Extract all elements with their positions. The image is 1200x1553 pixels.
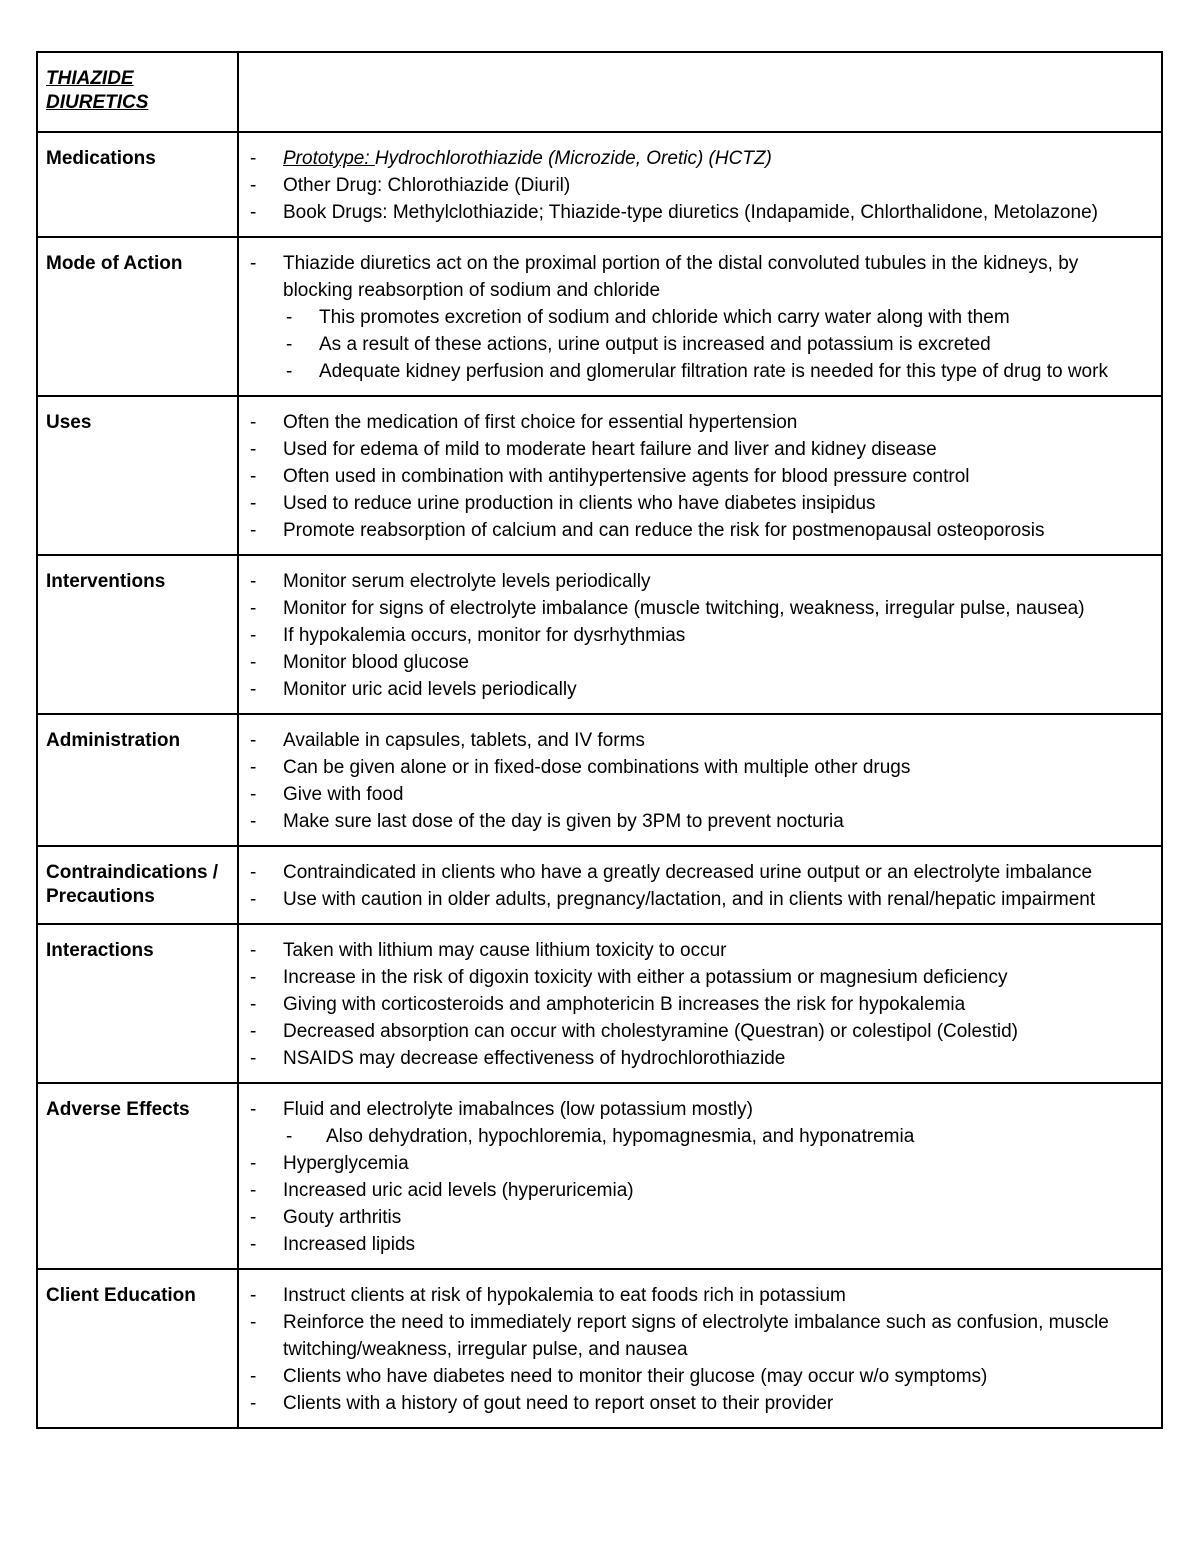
list-item: - Contraindicated in clients who have a greatly decreased urine output or an electrolyte imbalance <box>247 859 1153 886</box>
drug-summary-table <box>36 51 1163 1429</box>
list-item: - Often used in combination with antihypertensive agents for blood pressure control <box>247 463 1153 490</box>
list-item: - Book Drugs: Methylclothiazide; Thiazide-type diuretics (Indapamide, Chlorthalidone, Metolazone) <box>247 199 1153 226</box>
interventions-content <box>238 555 1162 714</box>
medications-content <box>238 132 1162 237</box>
title-row <box>37 52 1162 132</box>
uses-label: Uses <box>37 396 238 555</box>
list-item: - Instruct clients at risk of hypokalemia to eat foods rich in potassium <box>247 1282 1153 1309</box>
mode-of-action-label: Mode of Action <box>37 237 238 396</box>
list-item: - Clients with a history of gout need to report onset to their provider <box>247 1390 1153 1417</box>
list-item: - Often the medication of first choice for essential hypertension <box>247 409 1153 436</box>
uses-list <box>247 409 1153 544</box>
list-item <box>247 250 1153 385</box>
mode-of-action-list <box>247 250 1153 385</box>
list-item: - Give with food <box>247 781 1153 808</box>
list-item: - Clients who have diabetes need to monitor their glucose (may occur w/o symptoms) <box>247 1363 1153 1390</box>
list-item: - Gouty arthritis <box>247 1204 1153 1231</box>
contraindications-content <box>238 846 1162 924</box>
list-item: - Decreased absorption can occur with cholestyramine (Questran) or colestipol (Colestid) <box>247 1018 1153 1045</box>
prototype-value: Hydrochlorothiazide (Microzide, Oretic) (HCTZ) <box>374 148 772 169</box>
list-item: - Also dehydration, hypochloremia, hypomagnesmia, and hyponatremia <box>283 1123 1153 1150</box>
list-item <box>247 145 1153 172</box>
adverse-effects-sublist <box>283 1123 1153 1150</box>
title-cell <box>37 52 238 132</box>
interventions-row <box>37 555 1162 714</box>
list-item: - Promote reabsorption of calcium and can reduce the risk for postmenopausal osteoporosis <box>247 517 1153 544</box>
uses-row <box>37 396 1162 555</box>
mode-of-action-row <box>37 237 1162 396</box>
interventions-list <box>247 568 1153 703</box>
administration-content <box>238 714 1162 846</box>
medications-label: Medications <box>37 132 238 237</box>
contraindications-list <box>247 859 1153 913</box>
list-item: - Can be given alone or in fixed-dose combinations with multiple other drugs <box>247 754 1153 781</box>
mode-of-action-content <box>238 237 1162 396</box>
list-item: - Monitor uric acid levels periodically <box>247 676 1153 703</box>
list-item: - Use with caution in older adults, pregnancy/lactation, and in clients with renal/hepatic impairment <box>247 886 1153 913</box>
list-item: - NSAIDS may decrease effectiveness of hydrochlorothiazide <box>247 1045 1153 1072</box>
list-item: - Make sure last dose of the day is given by 3PM to prevent nocturia <box>247 808 1153 835</box>
list-item: - Monitor for signs of electrolyte imbalance (muscle twitching, weakness, irregular pulse, nausea) <box>247 595 1153 622</box>
list-item: - Reinforce the need to immediately report signs of electrolyte imbalance such as confusion, muscle twitching/weakness, irregular pulse, and nausea <box>247 1309 1153 1363</box>
contraindications-label: Contraindications / Precautions <box>37 846 238 924</box>
adverse-effects-list <box>247 1096 1153 1258</box>
title-empty-cell <box>238 52 1162 132</box>
interactions-content <box>238 924 1162 1083</box>
adverse-effects-first: Fluid and electrolyte imabalnces (low potassium mostly) <box>283 1099 753 1120</box>
list-item: - This promotes excretion of sodium and chloride which carry water along with them <box>283 304 1153 331</box>
prototype-label: Prototype: <box>283 148 375 169</box>
list-item: - Taken with lithium may cause lithium toxicity to occur <box>247 937 1153 964</box>
list-item <box>247 1096 1153 1150</box>
mode-of-action-main: Thiazide diuretics act on the proximal portion of the distal convoluted tubules in the kidneys, by blocking reabsorption of sodium and chloride <box>283 253 1079 301</box>
medications-row <box>37 132 1162 237</box>
list-item: - Increased lipids <box>247 1231 1153 1258</box>
list-item: - Monitor serum electrolyte levels periodically <box>247 568 1153 595</box>
administration-list <box>247 727 1153 835</box>
list-item: - Available in capsules, tablets, and IV forms <box>247 727 1153 754</box>
administration-label: Administration <box>37 714 238 846</box>
list-item: - Increased uric acid levels (hyperuricemia) <box>247 1177 1153 1204</box>
client-education-label: Client Education <box>37 1269 238 1428</box>
uses-content <box>238 396 1162 555</box>
client-education-content <box>238 1269 1162 1428</box>
contraindications-row <box>37 846 1162 924</box>
list-item: - Adequate kidney perfusion and glomerular filtration rate is needed for this type of drug to work <box>283 358 1153 385</box>
list-item: - Used to reduce urine production in clients who have diabetes insipidus <box>247 490 1153 517</box>
interactions-label: Interactions <box>37 924 238 1083</box>
list-item: - Used for edema of mild to moderate heart failure and liver and kidney disease <box>247 436 1153 463</box>
document-title: THIAZIDE DIURETICS <box>46 68 149 113</box>
client-education-list <box>247 1282 1153 1417</box>
list-item: - Giving with corticosteroids and amphotericin B increases the risk for hypokalemia <box>247 991 1153 1018</box>
client-education-row <box>37 1269 1162 1428</box>
interactions-row <box>37 924 1162 1083</box>
list-item: - Hyperglycemia <box>247 1150 1153 1177</box>
administration-row <box>37 714 1162 846</box>
interactions-list <box>247 937 1153 1072</box>
interventions-label: Interventions <box>37 555 238 714</box>
adverse-effects-row <box>37 1083 1162 1269</box>
adverse-effects-content <box>238 1083 1162 1269</box>
list-item: - As a result of these actions, urine output is increased and potassium is excreted <box>283 331 1153 358</box>
list-item: - Increase in the risk of digoxin toxicity with either a potassium or magnesium deficiency <box>247 964 1153 991</box>
list-item: - Monitor blood glucose <box>247 649 1153 676</box>
adverse-effects-label: Adverse Effects <box>37 1083 238 1269</box>
list-item: - If hypokalemia occurs, monitor for dysrhythmias <box>247 622 1153 649</box>
medications-list <box>247 145 1153 226</box>
list-item: - Other Drug: Chlorothiazide (Diuril) <box>247 172 1153 199</box>
mode-of-action-sublist <box>283 304 1153 385</box>
